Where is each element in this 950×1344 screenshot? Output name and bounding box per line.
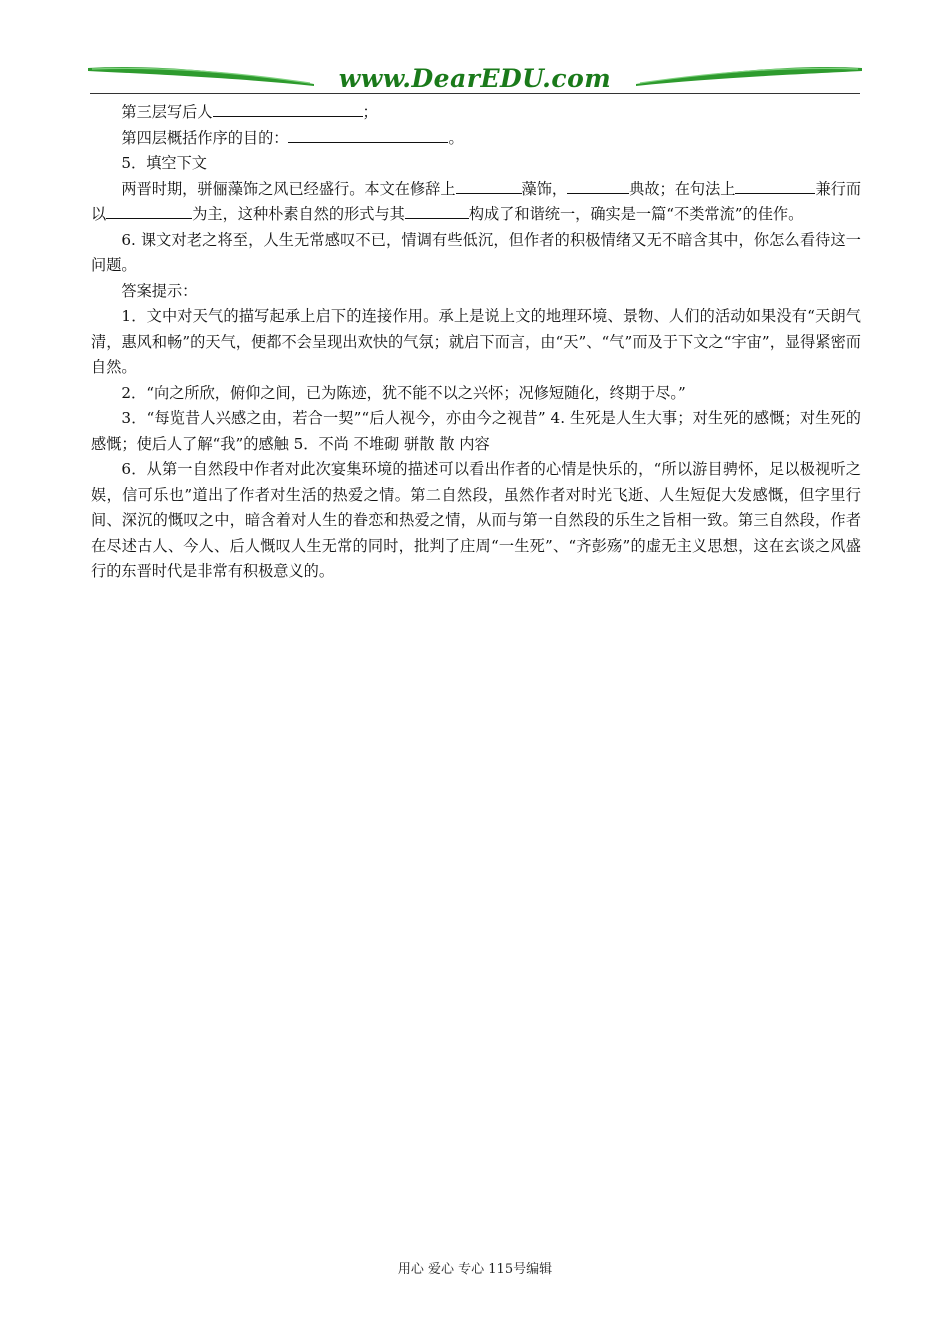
site-logo: www.DearEDU.com — [338, 64, 612, 93]
answer-blank — [405, 203, 469, 219]
answer-blank — [288, 127, 448, 143]
page-header — [88, 62, 862, 96]
document-body — [91, 100, 861, 585]
paragraph: 答案提示： — [121, 281, 198, 300]
page-footer: 用心 爱心 专心 115号编辑 — [397, 1262, 553, 1277]
answer-blank — [106, 203, 192, 219]
answer-blank — [213, 101, 363, 117]
paragraph: 6. 课文对老之将至，人生无常感叹不已，情调有些低沉，但作者的积极情绪又无不暗含其中，你怎么看待这一问题。 — [91, 230, 861, 274]
paragraph: 2．“向之所欣，俯仰之间，已为陈迹，犹不能不以之兴怀；况修短随化，终期于尽。” — [121, 383, 686, 402]
answer-blank — [735, 178, 815, 194]
paragraph: 1．文中对天气的描写起承上启下的连接作用。承上是说上文的地理环境、景物、人们的活动如果没有“天朗气清，惠风和畅”的天气，便都不会呈现出欢快的气氛；就启下而言，由“天”、“气”而及于下文之“宇宙”，显得紧密而自然。 — [91, 307, 861, 376]
paragraph: 6．从第一自然段中作者对此次宴集环境的描述可以看出作者的心情是快乐的，“所以游目骋怀，足以极视听之娱，信可乐也”道出了作者对生活的热爱之情。第二自然段，虽然作者对时光飞逝、人生短促大发感慨，但字里行间、深沉的慨叹之中，暗含着对人生的眷恋和热爱之情，从而与第一自然段的乐生之旨相一致。第三自然段，作者在尽述古人、今人、后人慨叹人生无常的同时，批判了庄周“一生死”、“齐彭殇”的虚无主义思想，这在玄谈之风盛行的东晋时代是非常有积极意义的。 — [91, 460, 861, 580]
answer-blank — [456, 178, 522, 194]
header-divider — [90, 93, 860, 94]
answer-blank — [567, 178, 629, 194]
paragraph: 5．填空下文 — [121, 154, 207, 172]
paragraph: 第三层写后人 ； — [121, 103, 378, 121]
paragraph: 3．“每览昔人兴感之由，若合一契”“后人视今，亦由今之视昔” 4. 生死是人生大事；对生死的感慨；对生死的感慨；使后人了解“我”的感触 5．不尚 不堆砌 骈散 散 内容 — [91, 409, 861, 453]
paragraph: 第四层概括作序的目的： 。 — [121, 128, 464, 147]
paragraph: 两晋时期，骈俪藻饰之风已经盛行。本文在修辞上 藻饰， 典故；在句法上 兼行而以 为主，这种朴素自然的形式与其 构成了和谐统一，确实是一篇“不类常流”的佳作。 — [91, 179, 862, 223]
